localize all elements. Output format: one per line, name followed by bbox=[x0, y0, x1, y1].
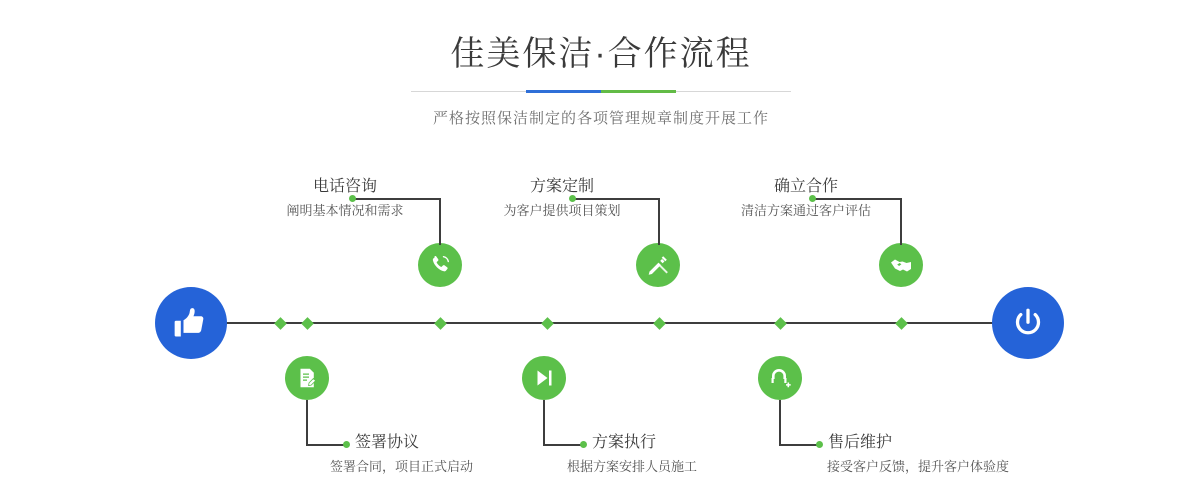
step-label-1 bbox=[255, 176, 435, 222]
step-connector-v-1 bbox=[439, 198, 441, 245]
step-node-1[interactable] bbox=[418, 243, 462, 287]
thumbs-up-icon bbox=[173, 305, 209, 341]
step-title-4: 方案执行 bbox=[592, 434, 657, 451]
step-label-3 bbox=[472, 176, 652, 222]
step-endpoint-dot-2 bbox=[343, 441, 350, 448]
step-connector-v-2 bbox=[306, 400, 308, 445]
step-node-6[interactable] bbox=[758, 356, 802, 400]
step-connector-h-4 bbox=[543, 444, 583, 446]
step-desc-3: 为客户提供项目策划 bbox=[503, 203, 621, 218]
page-subtitle: 严格按照保洁制定的各项管理规章制度开展工作 bbox=[432, 110, 769, 127]
process-timeline bbox=[0, 160, 1202, 502]
phone-call-icon bbox=[428, 253, 452, 277]
divider-accent-green bbox=[601, 90, 676, 93]
step-desc-6: 接受客户反馈，提升客户体验度 bbox=[827, 459, 1010, 474]
page-header bbox=[0, 30, 1202, 128]
timeline-axis bbox=[160, 322, 1042, 324]
step-node-4[interactable] bbox=[522, 356, 566, 400]
power-icon bbox=[1010, 305, 1046, 341]
handshake-icon bbox=[889, 253, 913, 277]
step-connector-v-6 bbox=[779, 400, 781, 445]
step-node-5[interactable] bbox=[879, 243, 923, 287]
step-desc-4: 根据方案安排人员施工 bbox=[567, 459, 698, 474]
step-label-2 bbox=[330, 432, 474, 478]
step-desc-5: 清洁方案通过客户评估 bbox=[740, 203, 871, 218]
step-label-6 bbox=[828, 432, 1009, 478]
axis-marker-1 bbox=[274, 317, 287, 330]
step-endpoint-dot-6 bbox=[816, 441, 823, 448]
step-desc-1: 阐明基本情况和需求 bbox=[286, 203, 404, 218]
document-edit-icon bbox=[295, 366, 319, 390]
divider-accent-blue bbox=[526, 90, 601, 93]
axis-marker-2 bbox=[301, 317, 314, 330]
step-title-2: 签署协议 bbox=[355, 434, 420, 451]
axis-marker-5 bbox=[774, 317, 787, 330]
headset-support-icon bbox=[768, 366, 792, 390]
step-endpoint-dot-4 bbox=[580, 441, 587, 448]
axis-marker-3b bbox=[653, 317, 666, 330]
step-connector-v-3 bbox=[658, 198, 660, 245]
step-title-1: 电话咨询 bbox=[312, 178, 377, 195]
step-node-2[interactable] bbox=[285, 356, 329, 400]
pencil-ruler-icon bbox=[646, 253, 670, 277]
step-title-6: 售后维护 bbox=[828, 434, 893, 451]
step-node-3[interactable] bbox=[636, 243, 680, 287]
timeline-end-node bbox=[992, 287, 1064, 359]
axis-marker-5b bbox=[895, 317, 908, 330]
step-desc-2: 签署合同，项目正式启动 bbox=[330, 459, 474, 474]
title-divider bbox=[411, 90, 791, 93]
step-title-5: 确立合作 bbox=[773, 178, 838, 195]
axis-marker-1b bbox=[434, 317, 447, 330]
step-connector-v-4 bbox=[543, 400, 545, 445]
step-label-5 bbox=[706, 176, 906, 222]
play-forward-icon bbox=[532, 366, 556, 390]
page-title: 佳美保洁·合作流程 bbox=[450, 35, 752, 73]
step-title-3: 方案定制 bbox=[529, 178, 594, 195]
step-connector-h-6 bbox=[779, 444, 819, 446]
timeline-start-node bbox=[155, 287, 227, 359]
axis-marker-3 bbox=[541, 317, 554, 330]
step-connector-h-2 bbox=[306, 444, 346, 446]
step-label-4 bbox=[567, 432, 698, 478]
